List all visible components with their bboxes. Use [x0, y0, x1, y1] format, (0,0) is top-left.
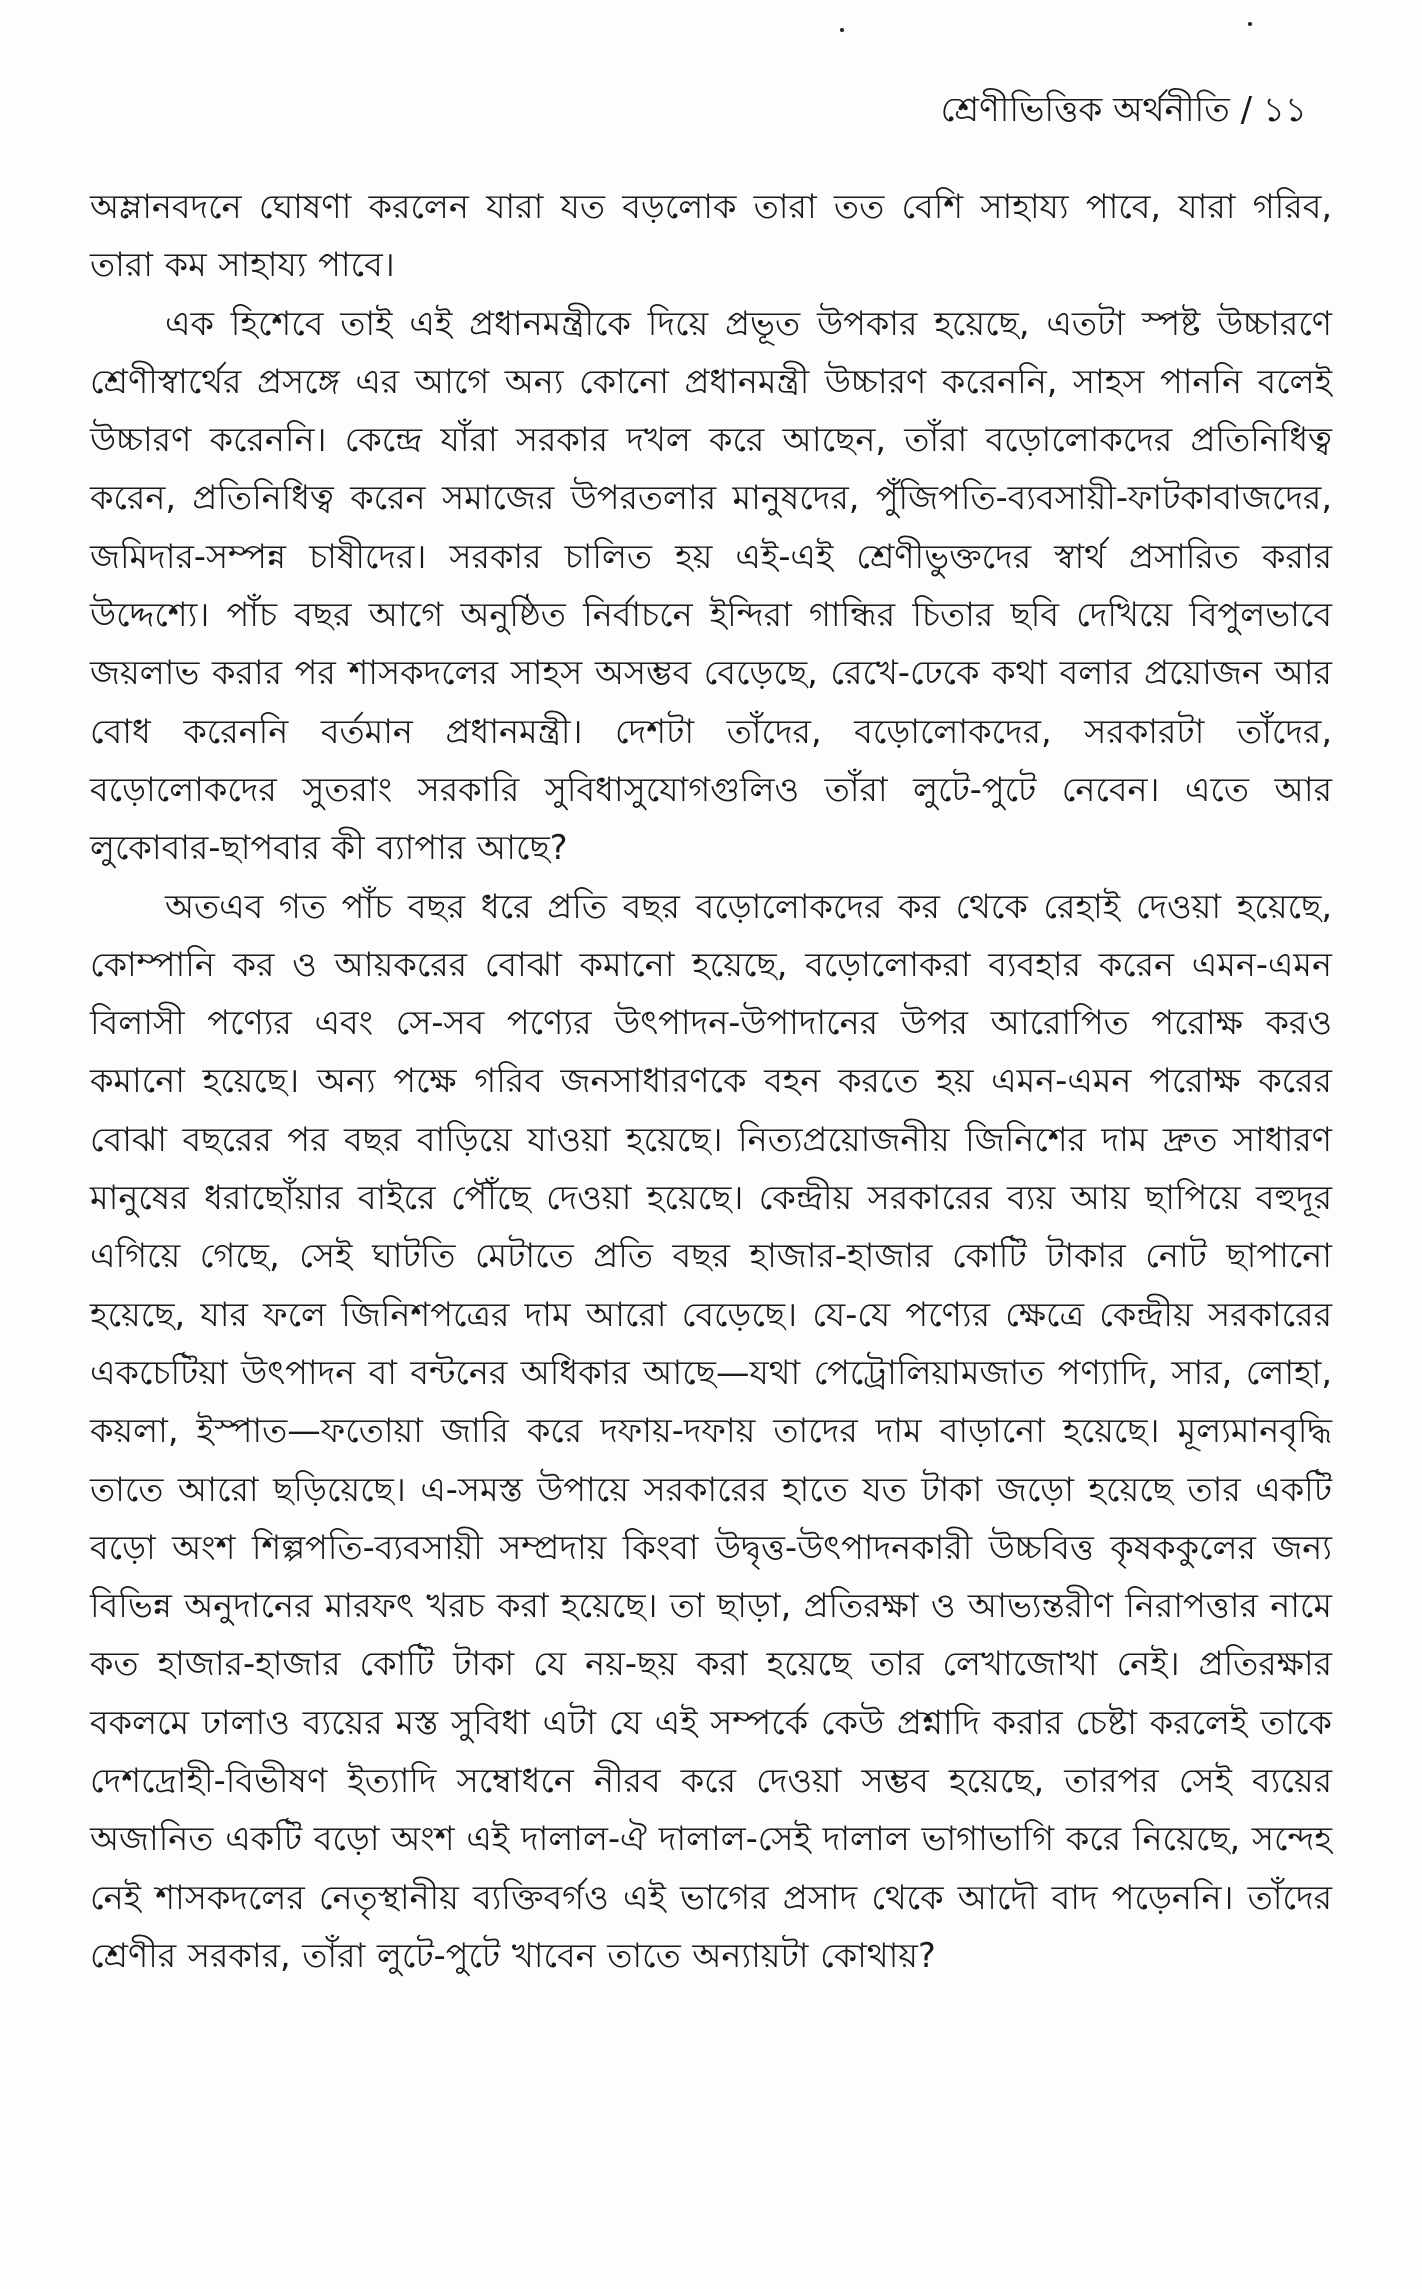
scan-speck	[1248, 22, 1252, 26]
running-head: শ্রেণীভিত্তিক অর্থনীতি / ১১	[940, 90, 1307, 130]
paragraph-3: অতএব গত পাঁচ বছর ধরে প্রতি বছর বড়োলোকদের কর থেকে রেহাই দেওয়া হয়েছে, কোম্পানি কর ও আয়করের বোঝা কমানো হয়েছে, বড়োলোকরা ব্যবহার করেন এমন-এমন বিলাসী পণ্যের এবং সে-সব পণ্যের উৎপাদন-উপাদানের উপর আরোপিত পরোক্ষ করও কমানো হয়েছে। অন্য পক্ষে গরিব জনসাধারণকে বহন করতে হয় এমন-এমন পরোক্ষ করের বোঝা বছরের পর বছর বাড়িয়ে যাওয়া হয়েছে। নিত্যপ্রয়োজনীয় জিনিশের দাম দ্রুত সাধারণ মানুষের ধরাছোঁয়ার বাইরে পৌঁছে দেওয়া হয়েছে। কেন্দ্রীয় সরকারের ব্যয় আয় ছাপিয়ে বহুদূর এগিয়ে গেছে, সেই ঘাটতি মেটাতে প্রতি বছর হাজার-হাজার কোটি টাকার নোট ছাপানো হয়েছে, যার ফলে জিনিশপত্রের দাম আরো বেড়েছে। যে-যে পণ্যের ক্ষেত্রে কেন্দ্রীয় সরকারের একচেটিয়া উৎপাদন বা বন্টনের অধিকার আছে—যথা পেট্রোলিয়ামজাত পণ্যাদি, সার, লোহা, কয়লা, ইস্পাত—ফতোয়া জারি করে দফায়-দফায় তাদের দাম বাড়ানো হয়েছে। মূল্যমানবৃদ্ধি তাতে আরো ছড়িয়েছে। এ-সমস্ত উপায়ে সরকারের হাতে যত টাকা জড়ো হয়েছে তার একটি বড়ো অংশ শিল্পপতি-ব্যবসায়ী সম্প্রদায় কিংবা উদ্বৃত্ত-উৎপাদনকারী উচ্চবিত্ত কৃষককুলের জন্য বিভিন্ন অনুদানের মারফৎ খরচ করা হয়েছে। তা ছাড়া, প্রতিরক্ষা ও আভ্যন্তরীণ নিরাপত্তার নামে কত হাজার-হাজার কোটি টাকা যে নয়-ছয় করা হয়েছে তার লেখাজোখা নেই। প্রতিরক্ষার বকলমে ঢালাও ব্যয়ের মস্ত সুবিধা এটা যে এই সম্পর্কে কেউ প্রশ্নাদি করার চেষ্টা করলেই তাকে দেশদ্রোহী-বিভীষণ ইত্যাদি সম্বোধনে নীরব করে দেওয়া সম্ভব হয়েছে, তারপর সেই ব্যয়ের অজানিত একটি বড়ো অংশ এই দালাল-ঐ দালাল-সেই দালাল ভাগাভাগি করে নিয়েছে, সন্দেহ নেই শাসকদলের নেতৃস্থানীয় ব্যক্তিবর্গও এই ভাগের প্রসাদ থেকে আদৌ বাদ পড়েননি। তাঁদের শ্রেণীর সরকার, তাঁরা লুটে-পুটে খাবেন তাতে অন্যায়টা কোথায়?	[90, 886, 1332, 1975]
scan-speck	[840, 28, 844, 32]
paragraph-2: এক হিশেবে তাই এই প্রধানমন্ত্রীকে দিয়ে প্রভূত উপকার হয়েছে, এতটা স্পষ্ট উচ্চারণে শ্রেণীস্বার্থের প্রসঙ্গে এর আগে অন্য কোনো প্রধানমন্ত্রী উচ্চারণ করেননি, সাহস পাননি বলেই উচ্চারণ করেননি। কেন্দ্রে যাঁরা সরকার দখল করে আছেন, তাঁরা বড়োলোকদের প্রতিনিধিত্ব করেন, প্রতিনিধিত্ব করেন সমাজের উপরতলার মানুষদের, পুঁজিপতি-ব্যবসায়ী-ফাটকাবাজদের, জমিদার-সম্পন্ন চাষীদের। সরকার চালিত হয় এই-এই শ্রেণীভুক্তদের স্বার্থ প্রসারিত করার উদ্দেশ্যে। পাঁচ বছর আগে অনুষ্ঠিত নির্বাচনে ইন্দিরা গান্ধির চিতার ছবি দেখিয়ে বিপুলভাবে জয়লাভ করার পর শাসকদলের সাহস অসম্ভব বেড়েছে, রেখে-ঢেকে কথা বলার প্রয়োজন আর বোধ করেননি বর্তমান প্রধানমন্ত্রী। দেশটা তাঁদের, বড়োলোকদের, সরকারটা তাঁদের, বড়োলোকদের সুতরাং সরকারি সুবিধাসুযোগগুলিও তাঁরা লুটে-পুটে নেবেন। এতে আর লুকোবার-ছাপবার কী ব্যাপার আছে?	[90, 303, 1332, 868]
body-text	[90, 178, 1332, 1985]
paragraph-1: অম্লানবদনে ঘোষণা করলেন যারা যত বড়লোক তারা তত বেশি সাহায্য পাবে, যারা গরিব, তারা কম সাহায্য পাবে।	[90, 187, 1332, 285]
